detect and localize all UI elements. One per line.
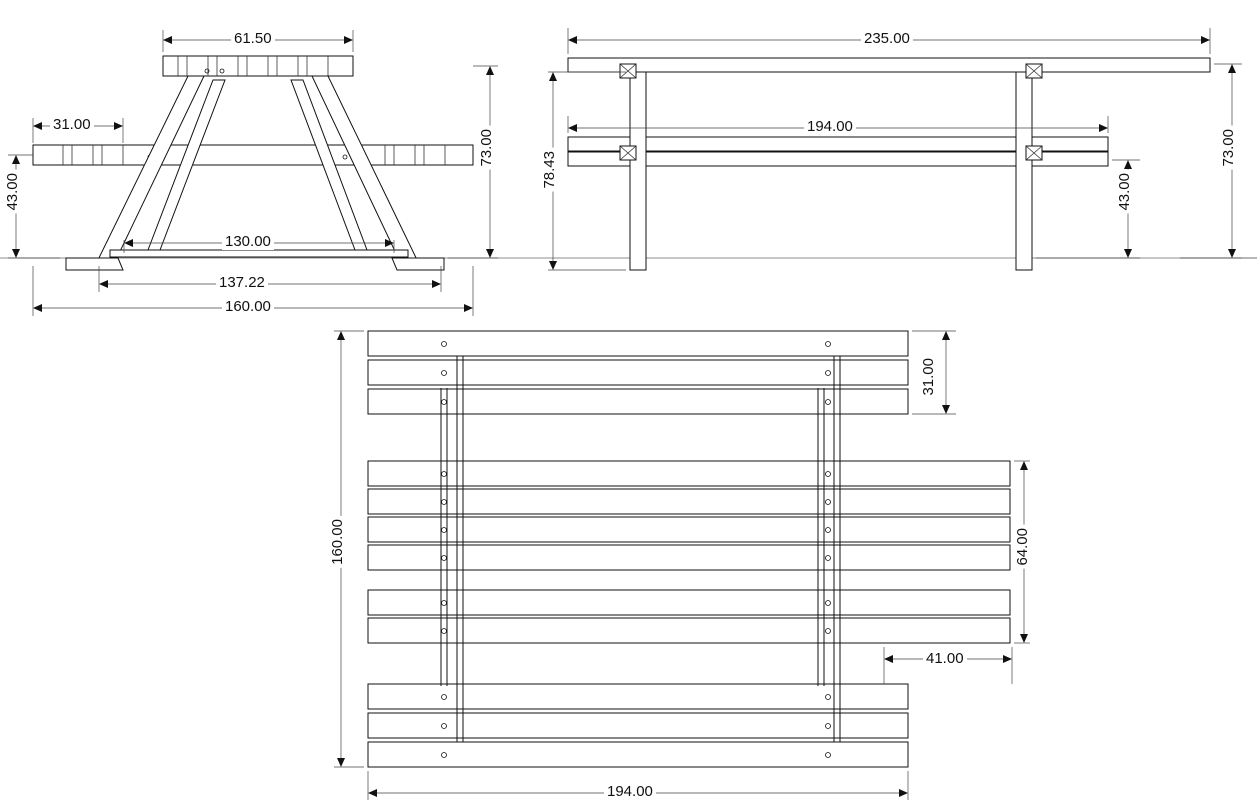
side-leg-right	[1016, 72, 1032, 270]
dim-front-lower-brace: 130.00	[222, 233, 274, 250]
side-table-top	[568, 58, 1210, 72]
dim-front-table-height: 73.00	[478, 126, 495, 170]
front-table-top	[163, 56, 353, 76]
dim-side-table-height: 73.00	[1220, 126, 1237, 170]
dim-plan-seat-length: 194.00	[604, 783, 656, 800]
plan-top-1	[368, 461, 1010, 486]
dim-plan-gap: 41.00	[923, 650, 967, 667]
front-seat-boards	[33, 145, 473, 165]
dim-side-table-length: 235.00	[861, 30, 913, 47]
dim-front-leg-spread: 137.22	[216, 274, 268, 291]
plan-seat-upper-2	[368, 360, 908, 385]
dim-front-seat-board-width: 31.00	[50, 116, 94, 133]
front-foot-right	[392, 258, 444, 270]
dim-plan-table-width: 64.00	[1014, 525, 1031, 569]
side-leg-left	[630, 72, 646, 270]
plan-seat-lower-3	[368, 742, 908, 767]
plan-seat-lower-1	[368, 684, 908, 709]
plan-top-5	[368, 590, 1010, 615]
front-lower-brace	[110, 250, 408, 257]
dim-side-leg-height: 78.43	[541, 148, 558, 192]
dim-plan-seat-width: 31.00	[920, 355, 937, 399]
plan-top-3	[368, 517, 1010, 542]
dim-plan-overall-width: 160.00	[329, 516, 346, 568]
plan-top-6	[368, 618, 1010, 643]
dim-side-seat-length: 194.00	[804, 118, 856, 135]
dim-front-top-board-width: 61.50	[231, 30, 275, 47]
plan-seat-upper-3	[368, 389, 908, 414]
front-foot-left	[66, 258, 123, 270]
dim-side-seat-height: 43.00	[1116, 170, 1133, 214]
plan-top-2	[368, 489, 1010, 514]
plan-top-4	[368, 545, 1010, 570]
dim-front-overall-width: 160.00	[222, 298, 274, 315]
plan-seat-upper-1	[368, 331, 908, 356]
plan-seat-lower-2	[368, 713, 908, 738]
dim-front-seat-height: 43.00	[4, 170, 21, 214]
